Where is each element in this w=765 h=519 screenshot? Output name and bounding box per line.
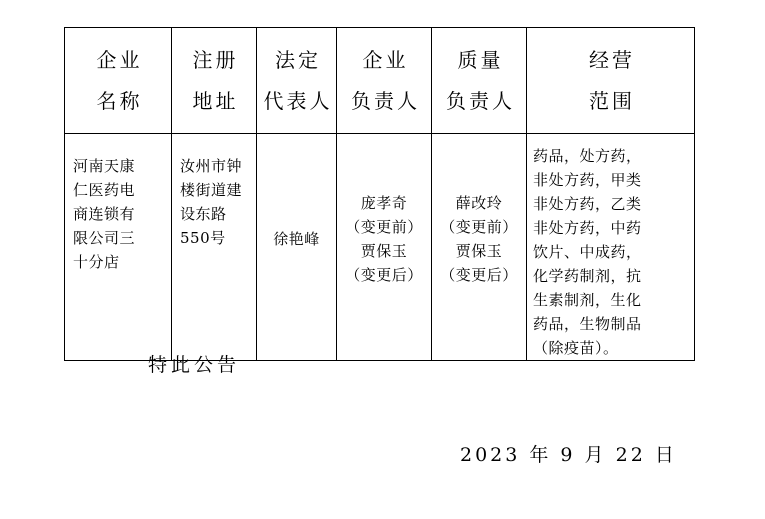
header-line: 企业 [96, 47, 143, 72]
cell-legal-representative [257, 134, 337, 361]
announcement-table [64, 27, 695, 361]
cell-line: 贾保玉 [360, 242, 408, 260]
document-date: 2023 年 9 月 22 日 [460, 444, 677, 466]
cell-line: 商连锁有 [73, 205, 136, 223]
table-header-cell-company-name [65, 28, 172, 134]
cell-business-scope [527, 134, 695, 361]
cell-line: 仁医药电 [73, 181, 136, 199]
header-line: 质量 [457, 47, 504, 72]
table-body [65, 134, 695, 361]
header-line: 地址 [192, 88, 239, 113]
table-header-row [65, 28, 695, 134]
table-row [65, 134, 695, 361]
header-line: 负责人 [351, 88, 420, 113]
table-header-cell-registered-address [172, 28, 257, 134]
cell-line: （变更前） [345, 218, 423, 236]
header-line: 企业 [362, 47, 409, 72]
cell-line: 非处方药，中药 [533, 219, 642, 237]
cell-line: 生素制剂，生化 [533, 291, 642, 309]
cell-line: （变更后） [345, 266, 423, 284]
table-header-cell-business-scope [527, 28, 695, 134]
cell-line: 限公司三 [73, 229, 136, 247]
cell-registered-address [172, 134, 257, 361]
cell-line: 非处方药，甲类 [533, 171, 642, 189]
cell-company-name [65, 134, 172, 361]
cell-line: 非处方药，乙类 [533, 195, 642, 213]
cell-line: 550号 [180, 229, 226, 247]
table-header-cell-enterprise-manager [337, 28, 432, 134]
cell-enterprise-manager [337, 134, 432, 361]
cell-line: 十分店 [73, 253, 120, 271]
table-header-cell-quality-manager [432, 28, 527, 134]
cell-line: 设东路 [180, 205, 227, 223]
table-header [65, 28, 695, 134]
cell-line: 汝州市钟 [180, 157, 243, 175]
cell-line: 徐艳峰 [273, 230, 320, 248]
cell-line: 河南天康 [73, 157, 136, 175]
cell-line: 庞孝奇 [360, 194, 408, 212]
cell-line: 楼街道建 [180, 181, 243, 199]
table-header-cell-legal-representative [257, 28, 337, 134]
cell-line: 贾保玉 [455, 242, 503, 260]
cell-quality-manager [432, 134, 527, 361]
cell-line: 药品，生物制品 [533, 315, 642, 333]
cell-line: （除疫苗）。 [533, 339, 619, 357]
header-line: 负责人 [446, 88, 515, 113]
header-line: 法定 [275, 47, 321, 72]
cell-line: （变更前） [440, 218, 518, 236]
cell-line: 薛改玲 [455, 194, 503, 212]
cell-line: 饮片、中成药， [533, 243, 642, 261]
header-line: 名称 [96, 88, 143, 113]
cell-line: （变更后） [440, 266, 518, 284]
cell-line: 化学药制剂，抗 [533, 267, 642, 285]
header-line: 代表人 [263, 88, 333, 113]
header-line: 经营 [589, 47, 635, 72]
notice-text: 特此公告 [148, 354, 241, 376]
header-line: 注册 [192, 47, 239, 72]
cell-line: 药品，处方药， [533, 147, 642, 165]
header-line: 范围 [589, 88, 635, 113]
